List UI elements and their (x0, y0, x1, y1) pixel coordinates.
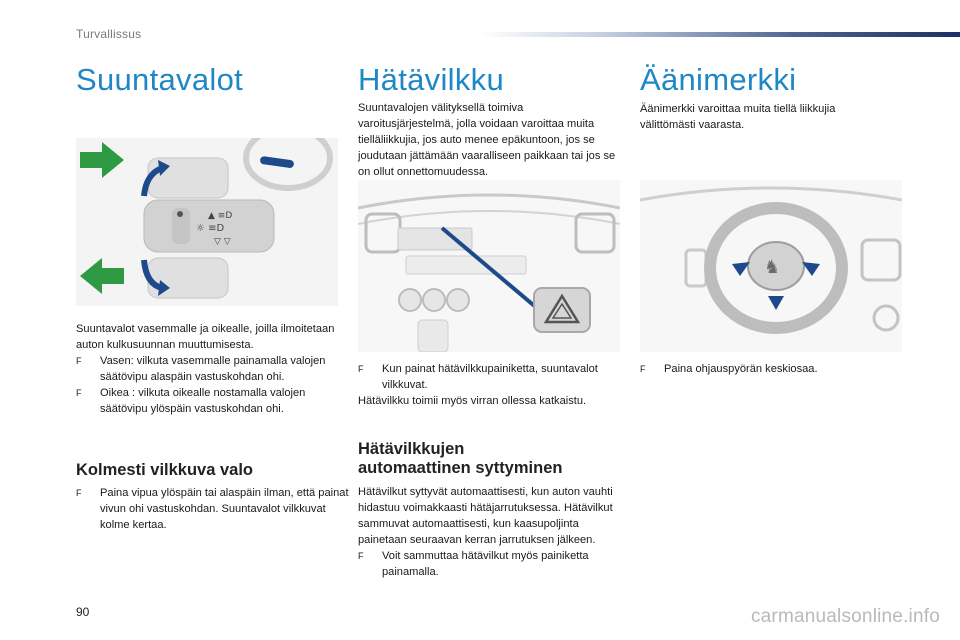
hazard-intro: Suuntavalojen välityksellä toimiva varoitusjärjestelmä, jolla voidaan varoittaa muita tielläliikkujia, jos auto menee epäkuntoon, jos se joudutaan jättämään vaaralliseen paikkaan tai jos se on ollut onnettomuudessa. (358, 102, 616, 178)
svg-text:♞: ♞ (764, 257, 781, 278)
bullet-triple-flash (76, 485, 350, 533)
watermark: carmanualsonline.info (750, 606, 940, 627)
title-horn: Äänimerkki (640, 62, 797, 97)
bullet-marker-icon: F (76, 488, 82, 498)
section-label: Turvallissus (76, 27, 142, 41)
steering-wheel-horn-illustration (640, 180, 902, 352)
bullet-marker-icon: F (640, 364, 646, 374)
dashboard-hazard-illustration (358, 180, 620, 352)
bullet-marker-icon: F (358, 551, 364, 561)
page-number: 90 (76, 605, 90, 619)
hazard-note: Hätävilkku toimii myös virran ollessa katkaistu. (358, 395, 587, 407)
subtitle-auto-hazard (358, 440, 620, 478)
column-hazard (358, 62, 620, 98)
bullet-right-signal-text: Oikea : vilkuta oikealle nostamalla valojen säätövipu ylöspäin vastuskohdan ohi. (100, 387, 306, 415)
bullet-auto-hazard-text: Voit sammuttaa hätävilkut myös painiketta painamalla. (382, 550, 589, 578)
title-turn-signals: Suuntavalot (76, 62, 244, 97)
subtitle-auto-hazard-line1: Hätävilkkujen (358, 440, 465, 458)
subtitle-auto-hazard-line2: automaattinen syttyminen (358, 459, 563, 477)
auto-hazard-paragraph: Hätävilkut syttyvät automaattisesti, kun auton vauhti hidastuu voimakkaasti hätäjarrutuksessa. Hätävilkut sammuvat automaattisesti, kun kaasupoljinta painetaan seuraavan kerran jarrutuksen jälkeen. (358, 486, 613, 546)
subtitle-triple-flash: Kolmesti vilkkuva valo (76, 461, 253, 479)
bullet-triple-flash-text: Paina vipua ylöspäin tai alaspäin ilman, että painat vivun ohi vastuskohdan. Suuntavalot vilkkuvat kolme kertaa. (100, 487, 349, 531)
bullet-marker-icon: F (358, 364, 364, 374)
column-turn-signals (76, 62, 346, 98)
bullet-horn-text: Paina ohjauspyörän keskiosaa. (664, 363, 818, 375)
bullet-hazard-button-text: Kun painat hätävilkkupainiketta, suuntavalot vilkkuvat. (382, 363, 598, 391)
auto-hazard-text (358, 484, 620, 580)
title-hazard: Hätävilkku (358, 62, 504, 97)
bullet-marker-icon: F (76, 388, 82, 398)
bullet-hazard-button (358, 361, 620, 393)
svg-text:▽ ▽: ▽ ▽ (214, 237, 231, 247)
bullet-marker-icon: F (76, 356, 82, 366)
turn-signals-intro: Suuntavalot vasemmalle ja oikealle, joilla ilmoitetaan auton kulkusuunnan muuttumisesta. (76, 323, 335, 351)
hazard-button-text (358, 361, 620, 409)
svg-text:☼ ≡D: ☼ ≡D (196, 223, 225, 234)
turn-signals-text (76, 321, 348, 417)
turn-signal-stalk-illustration (76, 138, 338, 306)
column-horn (640, 62, 902, 98)
bullet-right-signal (76, 385, 348, 417)
header-gradient-bar (480, 32, 960, 37)
bullet-horn (640, 361, 926, 377)
svg-text:▲ ≡D: ▲ ≡D (208, 211, 233, 221)
bullet-left-signal-text: Vasen: vilkuta vasemmalle painamalla valojen säätövipu alaspäin vastuskohdan ohi. (100, 355, 326, 383)
horn-intro: Äänimerkki varoittaa muita tiellä liikkujia välittömästi vaarasta. (640, 103, 836, 131)
bullet-left-signal (76, 353, 348, 385)
bullet-auto-hazard (358, 548, 620, 580)
